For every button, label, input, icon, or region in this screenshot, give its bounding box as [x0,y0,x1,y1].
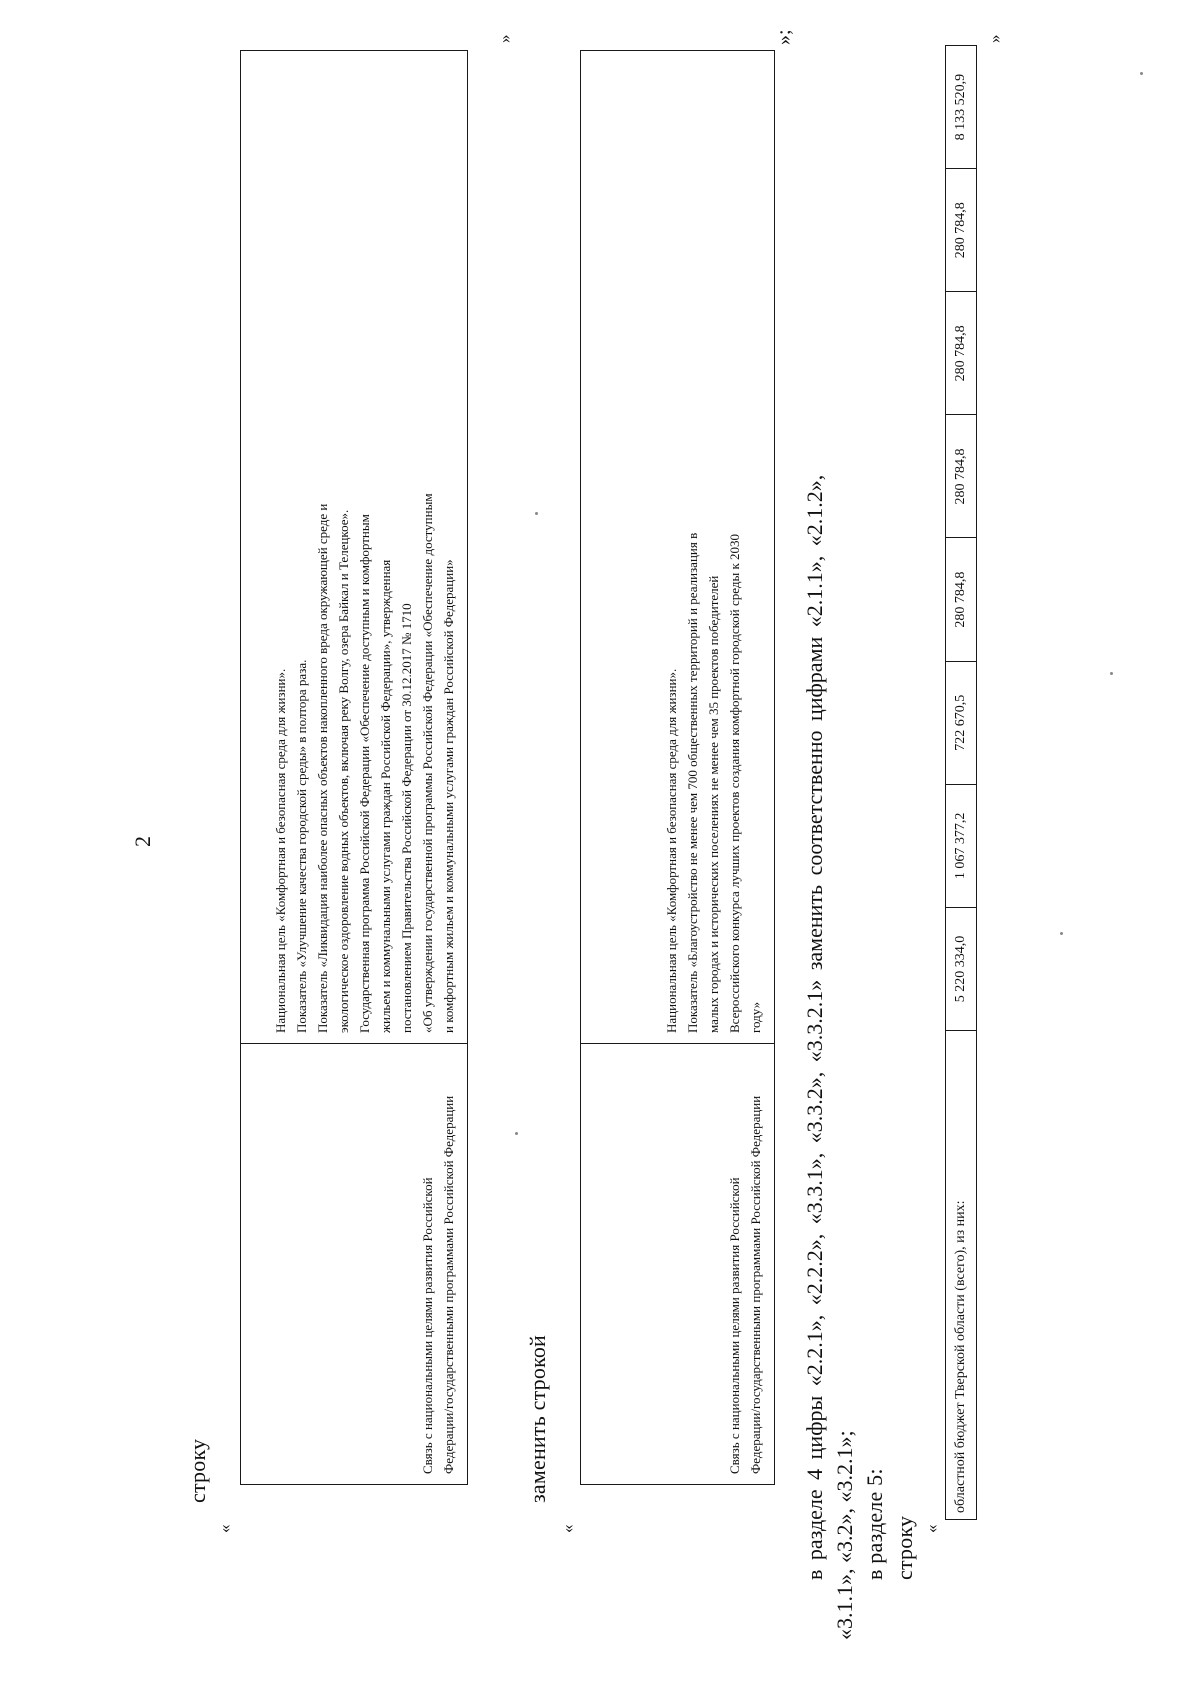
scan-speck [1110,672,1113,675]
budget-value-cell: 280 784,8 [946,415,977,538]
stroku-label: строку [185,1438,210,1503]
cell-line: году» [748,1001,763,1033]
cell-line: жильем и коммунальными услугами граждан Российской Федерации», утвержденная [378,559,393,1033]
old-row-table [240,50,468,1485]
section-4-paragraph: в разделе 4 цифры «2.2.1», «2.2.2», «3.3.1», «3.3.2», «3.3.2.1» заменить соответственно цифрами «2.1.1», «2.1.2», [802,474,827,1580]
stroku-label-2: строку [892,1515,917,1580]
cell-line: Федерации/государственными программами Российской Федерации [441,1095,456,1474]
budget-value-cell: 5 220 334,0 [946,907,977,1030]
row-title-cell [581,1044,775,1485]
row-content-cell [241,51,468,1044]
replace-label: заменить строкой [525,1334,550,1503]
budget-value-cell: 1 067 377,2 [946,784,977,907]
scan-speck [535,512,538,515]
cell-line: Федерации/государственными программами Российской Федерации [748,1095,763,1474]
cell-line: Показатель «Ликвидация наиболее опасных объектов накопленного вреда окружающей среде и [315,503,330,1033]
budget-label-cell: областной бюджет Тверской области (всего), из них: [946,1031,977,1520]
new-row-table [580,50,775,1485]
cell-line: малых городах и исторических поселениях не менее чем 35 проектов победителей [706,575,721,1033]
budget-value-cell: 280 784,8 [946,538,977,661]
budget-table [945,45,977,1520]
scan-speck [515,1132,518,1135]
cell-line: Показатель «Благоустройство не менее чем 700 общественных территорий и реализация в [685,532,700,1033]
close-quote-semicolon: »; [773,29,795,45]
table-row [581,51,775,1485]
close-quote: » [985,34,1004,43]
section-4-paragraph-cont: «3.1.1», «3.2», «3.2.1»; [832,1430,857,1640]
cell-line: Национальная цель «Комфортная и безопасная среда для жизни». [664,668,679,1033]
scan-speck [1060,932,1063,935]
budget-value-cell: 8 133 520,9 [946,46,977,169]
cell-line: Государственная программа Российской Федерации «Обеспечение доступным и комфортным [357,514,372,1033]
table-row [946,46,977,1520]
cell-line: «Об утверждении государственной программы Российской Федерации «Обеспечение доступным [420,493,435,1033]
scan-speck [1140,72,1143,75]
budget-value-cell: 280 784,8 [946,292,977,415]
cell-line: Всероссийского конкурса лучших проектов создания комфортной городской среды к 2030 [727,533,742,1033]
open-quote: « [215,1524,234,1533]
cell-line: экологическое оздоровление водных объектов, включая реку Волгу, озера Байкал и Телецкое». [336,509,351,1033]
row-title-cell [241,1044,468,1485]
section-5-label: в разделе 5: [862,1468,887,1580]
cell-line: Связь с национальными целями развития Российской [420,1177,435,1474]
open-quote: « [922,1524,941,1533]
row-content-cell [581,51,775,1044]
page-number: 2 [130,836,155,847]
budget-value-cell: 280 784,8 [946,169,977,292]
cell-line: Показатель «Улучшение качества городской среды» в полтора раза. [294,659,309,1033]
close-quote: » [495,34,514,43]
cell-line: и комфортным жильем и коммунальными услугами граждан Российской Федерации» [441,559,456,1033]
cell-line: Связь с национальными целями развития Российской [727,1177,742,1474]
cell-line: Национальная цель «Комфортная и безопасная среда для жизни». [273,668,288,1033]
cell-line: постановлением Правительства Российской Федерации от 30.12.2017 № 1710 [399,603,414,1033]
budget-value-cell: 722 670,5 [946,661,977,784]
table-row [241,51,468,1485]
open-quote: « [558,1524,577,1533]
